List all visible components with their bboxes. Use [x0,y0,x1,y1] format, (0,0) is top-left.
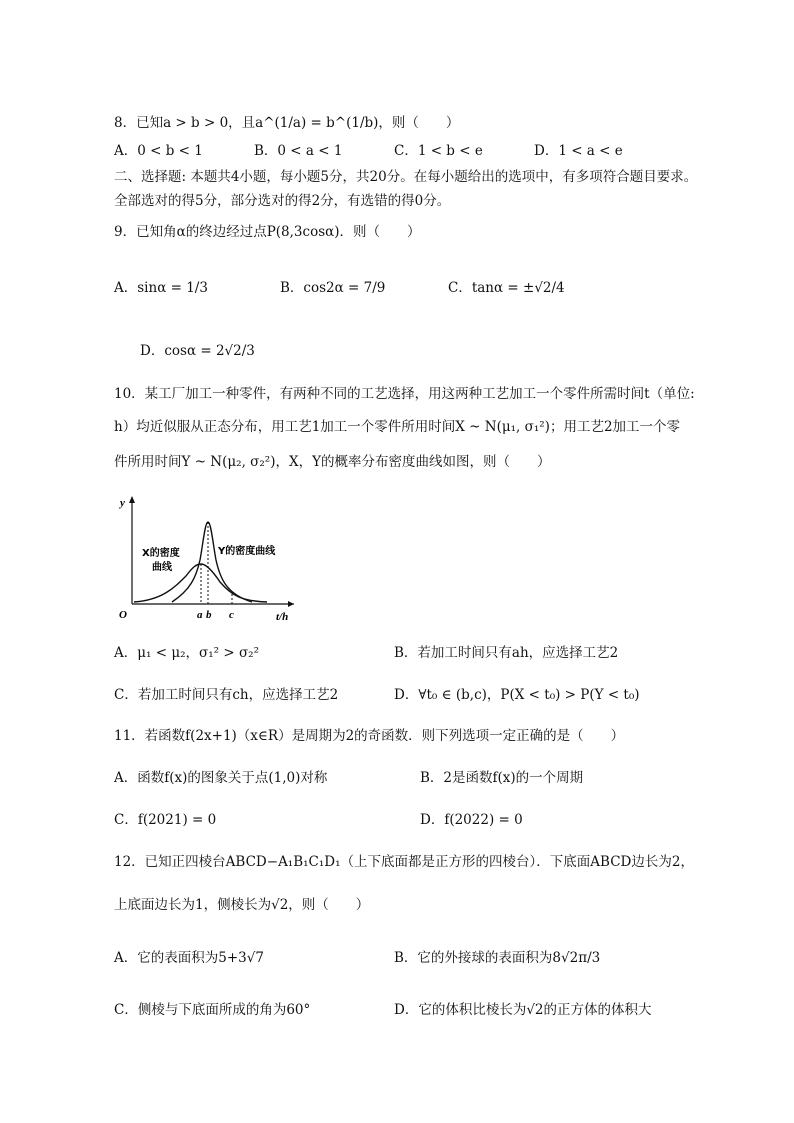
q11-option-a: A．函数f(x)的图象关于点(1,0)对称 [114,770,328,786]
q10-option-a: A．μ₁ < μ₂，σ₁² > σ₂² [114,645,259,661]
section2-line2: 全部选对的得5分，部分选对的得2分，有选错的得0分。 [114,193,451,209]
q12-option-b: B．它的外接球的表面积为8√2π/3 [394,950,601,966]
q11-option-b: B．2是函数f(x)的一个周期 [420,770,584,786]
tick-a: a [197,609,203,621]
x-axis-arrow [288,601,294,607]
q11-option-d: D．f(2022) = 0 [420,812,523,828]
q8-option-d: D．1 < a < e [534,143,623,159]
x-curve-label-2: 曲线 [152,562,172,573]
tick-b: b [206,609,212,621]
q10-option-d: D．∀t₀ ∈ (b,c)，P(X < t₀) > P(Y < t₀) [394,687,640,703]
q11-stem: 11．若函数f(2x+1)（x∈R）是周期为2的奇函数．则下列选项一定正确的是（ ） [114,728,625,744]
q10-line1: 10．某工厂加工一种零件，有两种不同的工艺选择，用这两种工艺加工一个零件所需时间t（单位: [114,386,695,402]
q12-option-d: D．它的体积比棱长为√2的正方体的体积大 [394,1002,652,1018]
q12-line1: 12．已知正四棱台ABCD−A₁B₁C₁D₁（上下底面都是正方形的四棱台）．下底面ABCD边长为2， [114,854,694,870]
q12-option-a: A．它的表面积为5+3√7 [114,950,264,966]
y-axis-label: y [120,497,125,509]
q8-option-a: A．0 < b < 1 [114,143,203,159]
y-axis-arrow [129,496,135,503]
q10-line2: h）均近似服从正态分布，用工艺1加工一个零件所用时间X ~ N(μ₁, σ₁²)；用工艺2加工一个零 [114,419,681,435]
section2-line1: 二、选择题: 本题共4小题，每小题5分，共20分。在每小题给出的选项中，有多项符合题目要求。 [114,169,698,185]
q11-option-c: C．f(2021) = 0 [114,812,217,828]
q8-option-c: C．1 < b < e [394,143,483,159]
q12-line2: 上底面边长为1，侧棱长为√2，则（ ） [114,897,370,913]
q9-option-d: D．cosα = 2√2/3 [140,343,255,359]
x-curve-label: X的密度 [142,548,180,559]
q9-option-b: B．cos2α = 7/9 [280,280,386,296]
q8-option-b: B．0 < a < 1 [254,143,343,159]
q10-option-c: C．若加工时间只有ch，应选择工艺2 [114,687,339,703]
origin-label: O [119,609,127,621]
tick-c: c [229,609,234,621]
q10-line3: 件所用时间Y ~ N(μ₂, σ₂²)，X，Y的概率分布密度曲线如图，则（ ） [114,454,551,470]
q9-option-c: C．tanα = ±√2/4 [448,280,565,296]
q12-option-c: C．侧棱与下底面所成的角为60° [114,1002,311,1018]
density-curves-figure [112,490,302,625]
y-curve-label: Y的密度曲线 [218,546,276,557]
y-density-curve [172,522,252,602]
q8-stem: 8．已知a > b > 0，且a^(1/a) = b^(1/b)，则（ ） [114,115,460,131]
q9-option-a: A．sinα = 1/3 [114,280,208,296]
q10-option-b: B．若加工时间只有ah，应选择工艺2 [394,645,619,661]
q9-stem: 9．已知角α的终边经过点P(8,3cosα)．则（ ） [114,224,421,240]
x-axis-label: t/h [276,611,289,623]
